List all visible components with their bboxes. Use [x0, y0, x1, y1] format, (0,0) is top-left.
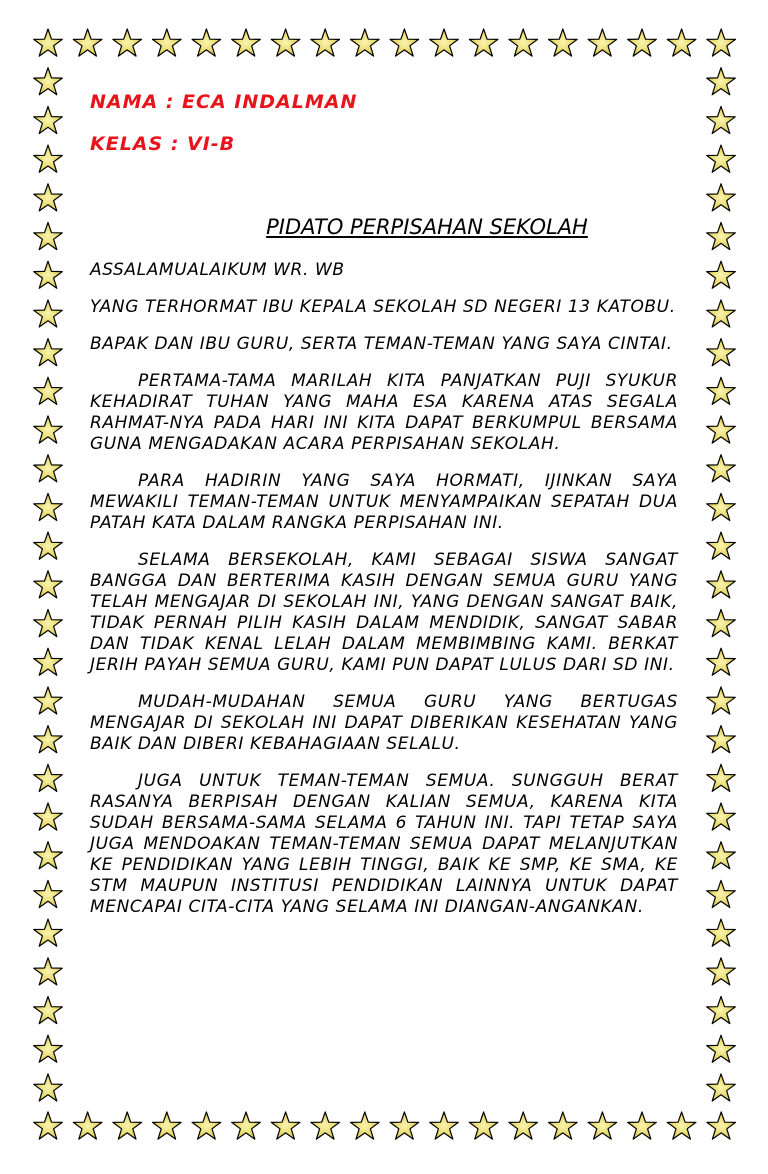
star-icon	[192, 29, 221, 56]
star-icon	[34, 842, 63, 869]
star-icon	[509, 1112, 538, 1139]
star-icon	[34, 145, 63, 172]
star-icon	[667, 29, 696, 56]
star-icon	[707, 261, 736, 288]
star-icon	[34, 1074, 63, 1101]
star-icon	[707, 842, 736, 869]
paragraph-4: PARA HADIRIN YANG SAYA HORMATI, IJINKAN SAYA MEWAKILI TEMAN-TEMAN UNTUK MENYAMPAIKAN SEPATAH DUA PATAH KATA DALAM RANGKA PERPISAHAN INI.	[90, 471, 678, 533]
star-icon	[34, 571, 63, 598]
paragraph-2: BAPAK DAN IBU GURU, SERTA TEMAN-TEMAN YANG SAYA CINTAI.	[90, 334, 673, 354]
star-icon	[232, 29, 261, 56]
star-icon	[469, 1112, 498, 1139]
star-icon	[707, 764, 736, 791]
star-icon	[707, 223, 736, 250]
star-icon	[549, 29, 578, 56]
student-name: NAMA : ECA INDALMAN	[90, 91, 358, 113]
star-icon	[34, 223, 63, 250]
star-icon	[34, 726, 63, 753]
star-icon	[707, 997, 736, 1024]
paragraph-5: SELAMA BERSEKOLAH, KAMI SEBAGAI SISWA SANGAT BANGGA DAN BERTERIMA KASIH DENGAN SEMUA GURU YANG TELAH MENGAJAR DI SEKOLAH INI, YANG DENGAN SANGAT BAIK, TIDAK PERNAH PILIH KASIH DALAM MENDIDIK, SANGAT SABAR DAN TIDAK KENAL LELAH DALAM MEMBIMBING KAMI. BERKAT JERIH PAYAH SEMUA GURU, KAMI PUN DAPAT LULUS DARI SD INI.	[90, 550, 678, 675]
star-icon	[34, 261, 63, 288]
star-icon	[707, 339, 736, 366]
star-icon	[707, 726, 736, 753]
star-icon	[390, 29, 419, 56]
star-icon	[707, 803, 736, 830]
star-icon	[34, 29, 63, 56]
star-icon	[34, 764, 63, 791]
star-icon	[34, 1112, 63, 1139]
star-icon	[34, 455, 63, 482]
star-icon	[34, 68, 63, 95]
star-icon	[34, 997, 63, 1024]
star-icon	[707, 880, 736, 907]
star-icon	[707, 958, 736, 985]
star-icon	[707, 610, 736, 637]
star-icon	[34, 300, 63, 327]
star-icon	[311, 29, 340, 56]
star-icon	[707, 571, 736, 598]
student-class: KELAS : VI-B	[90, 133, 236, 155]
star-icon	[430, 29, 459, 56]
star-icon	[549, 1112, 578, 1139]
star-icon	[707, 919, 736, 946]
star-icon	[707, 493, 736, 520]
speech-title: PIDATO PERPISAHAN SEKOLAH	[266, 215, 588, 239]
star-icon	[390, 1112, 419, 1139]
star-icon	[271, 1112, 300, 1139]
star-icon	[113, 29, 142, 56]
star-icon	[707, 145, 736, 172]
star-icon	[73, 1112, 102, 1139]
star-icon	[34, 958, 63, 985]
star-icon	[34, 339, 63, 366]
star-icon	[707, 416, 736, 443]
star-icon	[707, 1035, 736, 1062]
star-icon	[34, 106, 63, 133]
star-icon	[351, 29, 380, 56]
star-icon	[469, 29, 498, 56]
star-icon	[34, 610, 63, 637]
star-icon	[667, 1112, 696, 1139]
star-icon	[232, 1112, 261, 1139]
star-icon	[707, 377, 736, 404]
star-icon	[34, 919, 63, 946]
document-body	[90, 92, 678, 934]
greeting: ASSALAMUALAIKUM WR. WB	[90, 260, 345, 280]
star-icon	[588, 1112, 617, 1139]
paragraph-1: YANG TERHORMAT IBU KEPALA SEKOLAH SD NEGERI 13 KATOBU.	[90, 297, 676, 317]
star-icon	[707, 648, 736, 675]
star-icon	[628, 1112, 657, 1139]
star-icon	[73, 29, 102, 56]
star-icon	[707, 1074, 736, 1101]
star-icon	[707, 687, 736, 714]
star-icon	[311, 1112, 340, 1139]
star-icon	[34, 648, 63, 675]
star-icon	[34, 880, 63, 907]
star-icon	[430, 1112, 459, 1139]
star-icon	[34, 803, 63, 830]
star-icon	[707, 532, 736, 559]
star-icon	[707, 29, 736, 56]
star-icon	[707, 300, 736, 327]
star-icon	[628, 29, 657, 56]
star-icon	[34, 532, 63, 559]
star-icon	[34, 416, 63, 443]
star-icon	[707, 184, 736, 211]
star-icon	[34, 184, 63, 211]
star-icon	[509, 29, 538, 56]
star-icon	[707, 106, 736, 133]
star-icon	[271, 29, 300, 56]
paragraph-7: JUGA UNTUK TEMAN-TEMAN SEMUA. SUNGGUH BERAT RASANYA BERPISAH DENGAN KALIAN SEMUA, KARENA KITA SUDAH BERSAMA-SAMA SELAMA 6 TAHUN INI. TAPI TETAP SAYA JUGA MENDOAKAN TEMAN-TEMAN SEMUA DAPAT MELANJUTKAN KE PENDIDIKAN YANG LEBIH TINGGI, BAIK KE SMP, KE SMA, KE STM MAUPUN INSTITUSI PENDIDIKAN LAINNYA UNTUK DAPAT MENCAPAI CITA-CITA YANG SELAMA INI DIANGAN-ANGANKAN.	[90, 771, 678, 917]
star-icon	[34, 687, 63, 714]
star-icon	[153, 1112, 182, 1139]
star-icon	[707, 455, 736, 482]
star-icon	[34, 493, 63, 520]
star-icon	[113, 1112, 142, 1139]
star-icon	[153, 29, 182, 56]
star-icon	[34, 377, 63, 404]
star-icon	[588, 29, 617, 56]
star-icon	[34, 1035, 63, 1062]
star-icon	[192, 1112, 221, 1139]
star-icon	[707, 1112, 736, 1139]
paragraph-6: MUDAH-MUDAHAN SEMUA GURU YANG BERTUGAS MENGAJAR DI SEKOLAH INI DAPAT DIBERIKAN KESEHATAN YANG BAIK DAN DIBERI KEBAHAGIAAN SELALU.	[90, 692, 678, 754]
star-icon	[707, 68, 736, 95]
paragraph-3: PERTAMA-TAMA MARILAH KITA PANJATKAN PUJI SYUKUR KEHADIRAT TUHAN YANG MAHA ESA KARENA ATAS SEGALA RAHMAT-NYA PADA HARI INI KITA DAPAT BERKUMPUL BERSAMA GUNA MENGADAKAN ACARA PERPISAHAN SEKOLAH.	[90, 371, 678, 454]
star-icon	[351, 1112, 380, 1139]
